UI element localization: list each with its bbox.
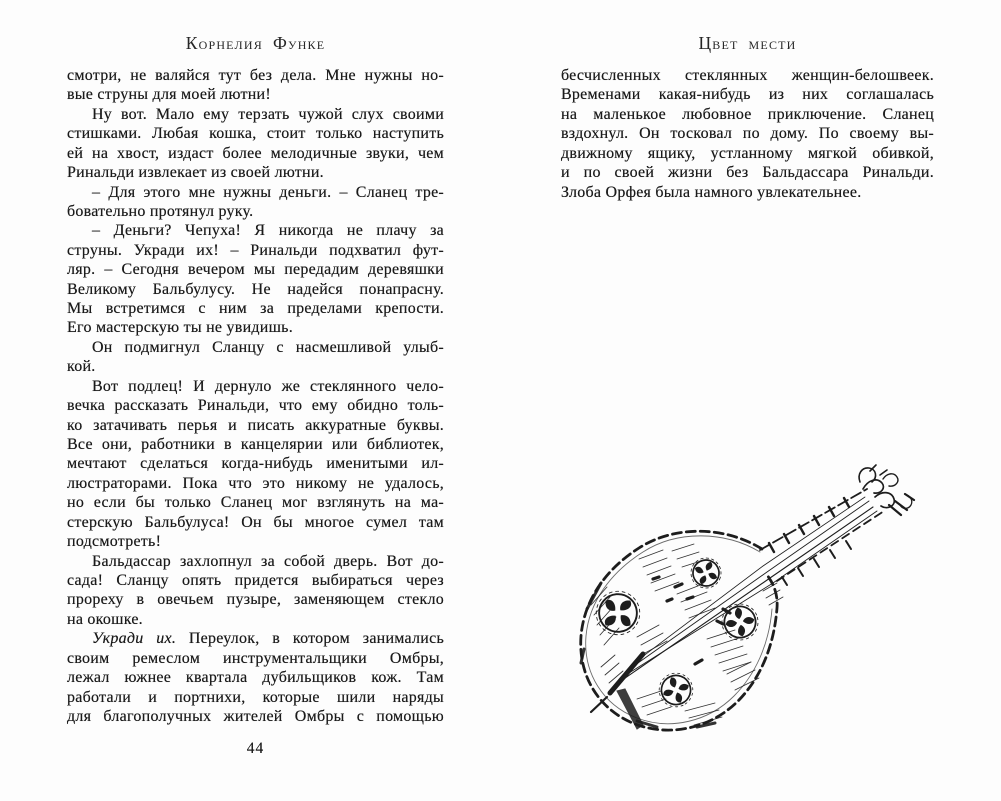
- lute-strings: [615, 497, 877, 685]
- text-line: вечка рассказать Ринальди, что ему обидно толь-: [67, 397, 444, 415]
- paragraph: [561, 66, 934, 202]
- paragraph: [67, 338, 444, 377]
- text-line: кой.: [67, 358, 96, 376]
- lute-pegbox: [859, 465, 914, 515]
- text-line: Ну вот. Мало ему терзать чужой слух своими: [92, 105, 444, 123]
- text-line: – Деньги? Чепуха! Я никогда не плачу за: [92, 222, 444, 240]
- text-line: вздохнул. Он тосковал по дому. По своему вы-: [561, 125, 934, 143]
- text-line: на окошке.: [67, 610, 143, 628]
- lute-illustration: [577, 459, 929, 739]
- text-line: подсмотреть!: [67, 533, 162, 551]
- text-line: ляр. – Сегодня вечером мы передадим деревяшки: [67, 261, 444, 279]
- paragraph: [67, 552, 444, 630]
- text-line: лежал южнее квартала дубильщиков кож. Там: [67, 669, 444, 687]
- text-line: Укради их. Переулок, в котором занимались: [92, 630, 444, 648]
- lute-hatching: [591, 544, 783, 725]
- rosette-top: [687, 554, 725, 592]
- text-line: Мы встретимся с ним за пределами крепости.: [67, 300, 444, 318]
- running-header-left: [67, 33, 444, 52]
- right-page-text: [561, 66, 934, 202]
- text-line: Бальдассар захлопнул за собой дверь. Вот до-: [92, 552, 444, 570]
- header-word: КОРНЕЛИЯ: [185, 33, 263, 53]
- left-page-text: [67, 66, 444, 726]
- right-page: [561, 33, 934, 202]
- left-page: [67, 33, 444, 726]
- text-line: вые струны для моей лютни!: [67, 86, 271, 104]
- paragraph: [67, 221, 444, 338]
- text-line: Все они, работники в канцелярии или библиотек,: [67, 436, 444, 454]
- text-line: на маленькое любовное приключение. Сланец: [561, 105, 934, 123]
- text-line: люстраторами. Пока что это никому не удалось,: [67, 474, 444, 492]
- text-line: Злоба Орфея была намного увлекательнее.: [561, 183, 862, 201]
- paragraph: [67, 183, 444, 222]
- text-line: – Для этого мне нужны деньги. – Сланец тре-: [92, 183, 444, 201]
- text-line: прореху в овечьем пузыре, заменяющем стекло: [67, 591, 444, 609]
- text-line: и по своей жизни без Бальдассара Ринальди.: [561, 164, 934, 182]
- paragraph: [67, 66, 444, 105]
- text-line: для благополучных жителей Омбры с помощью: [67, 707, 444, 725]
- paragraph: [67, 629, 444, 726]
- text-line: стишками. Любая кошка, стоит только наступить: [67, 125, 444, 143]
- header-word: ЦВЕТ: [698, 33, 739, 53]
- page-number: 44: [246, 740, 265, 757]
- text-line: Великому Бальбулусу. Не надейся понапрасну.: [67, 280, 444, 298]
- text-line: струны. Укради их! – Ринальди подхватил фут-: [67, 241, 444, 259]
- header-word: МЕСТИ: [748, 38, 797, 52]
- text-line: стерскую Бальбулуса! Он бы многое сумел там: [67, 513, 444, 531]
- text-line: но если бы только Сланец мог взглянуть на ма-: [67, 494, 444, 512]
- text-line: смотри, не валяйся тут без дела. Мне нужны но-: [67, 67, 444, 84]
- running-header-right: [561, 33, 934, 52]
- text-line: Вот подлец! И дернуло же стеклянного чело-: [92, 377, 444, 395]
- paragraph: [67, 105, 444, 183]
- text-line: Он подмигнул Сланцу с насмешливой улыб-: [92, 338, 444, 356]
- text-line: ко затачивать перья и писать аккуратные буквы.: [67, 416, 444, 434]
- text-line: бесчисленных стеклянных женщин-белошвеек.: [561, 67, 934, 84]
- text-line: Его мастерскую ты не увидишь.: [67, 319, 293, 337]
- text-line: мечтают сделаться когда-нибудь именитыми ил-: [67, 455, 444, 473]
- text-line: движному ящику, устланному мягкой обивкой,: [561, 144, 934, 162]
- header-word: ФУНКЕ: [272, 33, 326, 53]
- text-line: Временами какая-нибудь из них соглашалась: [561, 86, 934, 104]
- text-line: своим ремеслом инструментальщики Омбры,: [67, 649, 444, 667]
- text-line: Ринальди извлекает из своей лютни.: [67, 164, 324, 182]
- paragraph: [67, 377, 444, 552]
- text-line: работали и портнихи, которые шили наряды: [67, 688, 444, 706]
- rosette-right: [718, 600, 762, 644]
- text-line: ей на хвост, издаст более мелодичные звуки, чем: [67, 144, 444, 162]
- text-line: сада! Сланцу опять придется выбираться через: [67, 571, 444, 589]
- text-line: бовательно протянул руку.: [67, 202, 254, 220]
- rosette-bottom: [654, 668, 699, 713]
